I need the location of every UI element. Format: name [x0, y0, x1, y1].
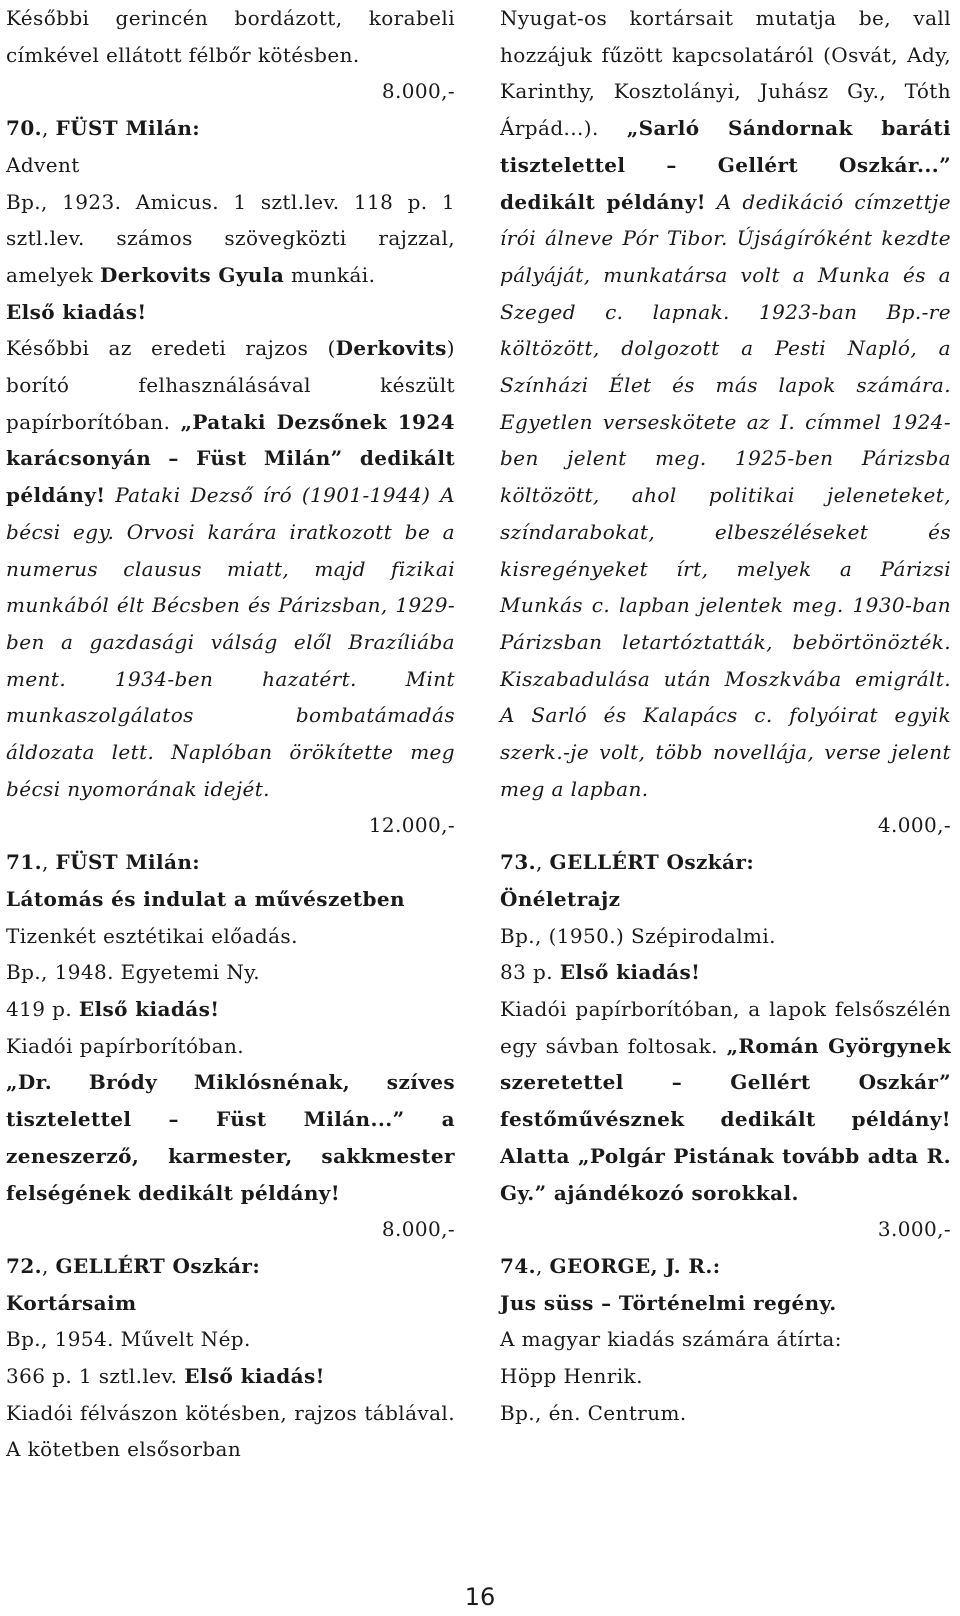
entry-70-details [6, 184, 455, 808]
entry-73-dedication: „Román Györgynek szeretettel – Gellért Oszkár” festőművésznek dedikált példány! Alatta „Polgár Pistának tovább adta R. Gy.” ajándékozó sorokkal. [500, 1033, 952, 1205]
entry-70-number: 70. [6, 116, 42, 141]
entry-72-pages: 366 p. 1 sztl.lev. [6, 1364, 178, 1389]
entry-71-pages-line [6, 991, 455, 1028]
entry-74-heading: 74., GEORGE, J. R.: [500, 1253, 721, 1278]
entry-73-number: 73. [500, 850, 536, 875]
entry-74-author: GEORGE, J. R.: [549, 1253, 721, 1278]
entry-73-pages-line [500, 954, 951, 991]
entry-72-publication: Bp., 1954. Művelt Nép. [6, 1327, 251, 1352]
entry-72-first-edition: Első kiadás! [184, 1364, 325, 1389]
entry-71-subtitle: Tizenkét esztétikai előadás. [6, 923, 298, 948]
left-column [6, 0, 455, 1468]
entry-74-number: 74. [500, 1253, 536, 1278]
entry-70-author: FÜST Milán: [55, 116, 201, 141]
entry-73-publication: Bp., (1950.) Szépirodalmi. [500, 923, 776, 948]
entry-71-dedication: „Dr. Bródy Miklósnénak, szíves tisztelettel – Füst Milán...” a zeneszerző, karmester, sakkmester felségének dedikált példány! [6, 1070, 455, 1205]
entry-73-title: Önéletrajz [500, 886, 621, 911]
entry-73-description: Kiadói papírborítóban, a lapok felsőszélén egy sávban foltosak. [500, 996, 951, 1058]
entry-74-publication: Bp., én. Centrum. [500, 1400, 687, 1425]
entry-72-title: Kortársaim [6, 1290, 137, 1315]
entry-70-illustrator-suffix: munkái. [291, 262, 376, 287]
entry-70-heading: 70., FÜST Milán: [6, 116, 201, 141]
entry-73-details [500, 991, 951, 1211]
entry-72-author: GELLÉRT Oszkár: [55, 1253, 261, 1278]
entry-71-heading: 71., FÜST Milán: [6, 850, 201, 875]
prev-entry-description: Későbbi gerincén bordázott, korabeli címkével ellátott félbőr kötésben. [6, 6, 455, 67]
entry-72-continued [500, 0, 951, 807]
entry-74-description: A magyar kiadás számára átírta: [500, 1327, 842, 1352]
entry-70-title: Advent [6, 152, 80, 177]
entry-70-description-b: Derkovits [335, 336, 447, 361]
entry-70-price: 12.000,- [368, 813, 455, 838]
entry-74-title: Jus süss – Történelmi regény. [500, 1290, 837, 1315]
entry-70-publication: Bp., 1923. Amicus. 1 sztl.lev. 118 p. 1 sztl.lev. számos szövegközti rajzzal, amelyek [6, 189, 455, 287]
entry-73-author: GELLÉRT Oszkár: [549, 850, 755, 875]
entry-72-number: 72. [6, 1253, 42, 1278]
entry-72-pages-line [6, 1358, 455, 1395]
entry-70-illustrator: Derkovits Gyula [99, 262, 285, 287]
entry-71-title: Látomás és indulat a művészetben [6, 886, 405, 911]
entry-71-pages: 419 p. [6, 996, 73, 1021]
entry-72-description-cont: Nyugat-os kortársait mutatja be, vall hozzájuk fűzött kapcsolatáról (Osvát, Ady, Karinthy, Kosztolányi, Juhász Gy., Tóth Árpád...). [500, 6, 951, 141]
prev-entry-price: 8.000,- [381, 79, 455, 104]
entry-73-pages: 83 p. [500, 960, 553, 985]
entry-73-first-edition: Első kiadás! [559, 960, 701, 985]
entry-73-heading: 73., GELLÉRT Oszkár: [500, 850, 755, 875]
entry-73-price: 3.000,- [877, 1217, 951, 1242]
entry-71-publication: Bp., 1948. Egyetemi Ny. [6, 960, 261, 985]
entry-71-first-edition: Első kiadás! [78, 996, 220, 1021]
entry-70-description-c: ) borító felhasználásával készült papírborítóban. [6, 336, 455, 434]
entry-70-dedication: „Pataki Dezsőnek 1924 karácsonyán – Füst Milán” dedikált példány! [6, 409, 455, 508]
entry-72-note: A dedikáció címzettje írói álneve Pór Tibor. Újságíróként kezdte pályáját, munkatársa volt a Munka és a Szeged c. lapnak. 1923-ban Bp.-re költözött, dolgozott a Pesti Napló, a Színházi Élet és más lapok számára. Egyetlen verseskötete az I. címmel 1924-ben jelent meg. 1925-ben Párizsba költözött, ahol politikai jeleneteket, színdarabokat, elbeszéléseket és kisregényeket írt, melyek a Párizsi Munkás c. lapban jelentek meg. 1930-ban Párizsban letartóztatták, bebörtönözték. Kiszabadulása után Moszkvába emigrált. A Sarló és Kalapács c. folyóirat egyik szerk.-je volt, több novellája, verse jelent meg a lapban. [500, 189, 951, 801]
page-number: 16 [464, 1583, 496, 1611]
entry-71-binding: Kiadói papírborítóban. [6, 1033, 244, 1058]
entry-72-dedication: „Sarló Sándornak baráti tisztelettel – Gellért Oszkár...” dedikált példány! [500, 116, 951, 214]
entry-70-note: Pataki Dezső író (1901-1944) A bécsi egy. Orvosi karára iratkozott be a numerus clausus miatt, majd fizikai munkából élt Bécsben és Párizsban, 1929-ben a gazdasági válság elől Brazíliába ment. 1934-ben hazatért. Mint munkaszolgálatos bombatámadás áldozata lett. Naplóban örökítette meg bécsi nyomorának idejét. [6, 483, 456, 801]
entry-72-price: 4.000,- [877, 813, 951, 838]
entry-74-translator: Höpp Henrik. [500, 1364, 643, 1389]
entry-70-first-edition: Első kiadás! [6, 299, 147, 324]
entry-72-description-start: Kiadói félvászon kötésben, rajzos táblával. A kötetben elsősorban [6, 1400, 455, 1462]
right-column [500, 0, 951, 1431]
entry-72-heading: 72., GELLÉRT Oszkár: [6, 1253, 261, 1278]
entry-71-number: 71. [6, 850, 42, 875]
entry-71-author: FÜST Milán: [55, 850, 201, 875]
entry-71-price: 8.000,- [381, 1217, 455, 1242]
entry-70-description-a: Későbbi az eredeti rajzos ( [6, 336, 336, 361]
